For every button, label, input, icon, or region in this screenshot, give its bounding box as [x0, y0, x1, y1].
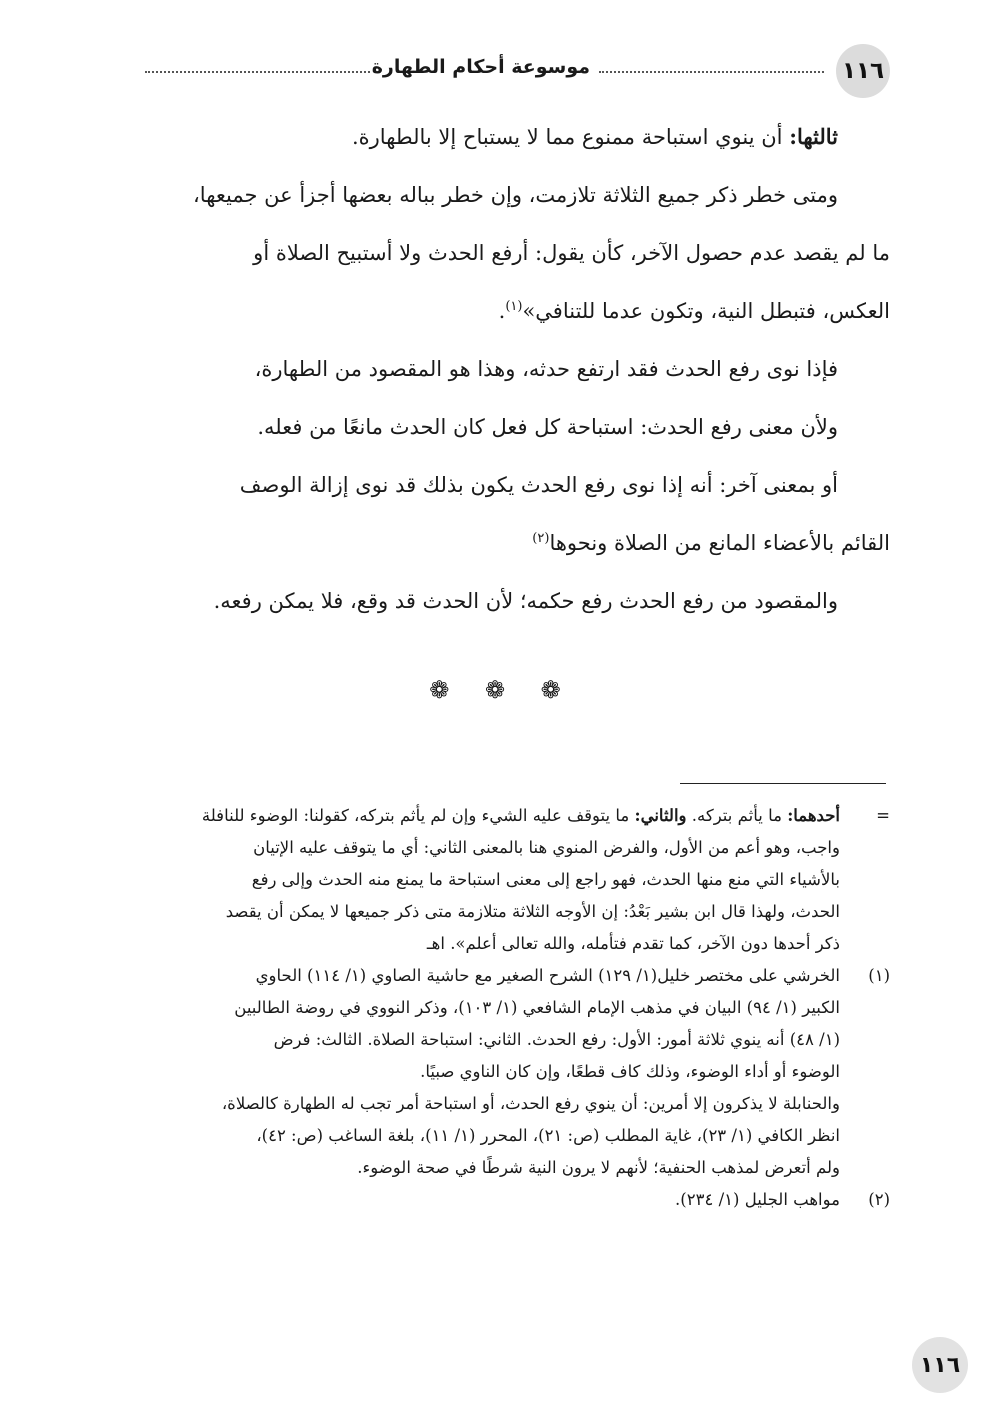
- footnote-2: [145, 1184, 890, 1216]
- header-dotted-leader-right: [599, 71, 824, 73]
- footnote-reference-2[interactable]: (٢): [532, 531, 550, 546]
- footnote-number: (١): [868, 966, 890, 985]
- paragraph-line: ولأن معنى رفع الحدث: استباحة كل فعل كان الحدث مانعًا من فعله.: [257, 415, 838, 439]
- header-book-title: موسوعة أحكام الطهارة: [371, 56, 590, 78]
- paragraph-label: ثالثها:: [789, 124, 838, 149]
- footnote-line: (١/ ٤٨) أنه ينوي ثلاثة أمور: الأول: رفع الحدث. الثاني: استباحة الصلاة. الثالث: فرض: [273, 1030, 840, 1049]
- footnote-line: الوضوء أو أداء الوضوء، وذلك كاف قطعًا، وإن كان الناوي صبيًا.: [420, 1062, 840, 1081]
- paragraph-text: العكس، فتبطل النية، وتكون عدما للتنافي»: [522, 299, 890, 323]
- footnote-separator: [680, 783, 886, 784]
- paragraph-line: والمقصود من رفع الحدث رفع حكمه؛ لأن الحدث قد وقع، فلا يمكن رفعه.: [213, 589, 838, 613]
- footnote-line: الخرشي على مختصر خليل(١/ ١٢٩) الشرح الصغير مع حاشية الصاوي (١/ ١١٤) الحاوي: [255, 966, 840, 985]
- flower-ornament-icon: ❁ ❁ ❁: [429, 676, 575, 704]
- paragraph-line: [145, 514, 890, 572]
- continuation-mark: =: [876, 806, 890, 825]
- paragraph-third-intent: [145, 108, 890, 166]
- paragraph-text: أن ينوي استباحة ممنوع مما لا يستباح إلا بالطهارة.: [351, 125, 790, 149]
- footnote-line: ذكر أحدها دون الآخر، كما تقدم فتأمله، والله تعالى أعلم». اهـ: [426, 934, 840, 953]
- footnote-number: (٢): [868, 1190, 890, 1209]
- footnote-line: واجب، وهو أعم من الأول، والفرض المنوي هنا بالمعنى الثاني: أي ما يتوقف عليه الإتيان: [253, 838, 840, 857]
- footnote-line: انظر الكافي (١/ ٢٣)، غاية المطلب (ص: ٢١)، المحرر (١/ ١١)، بلغة الساغب (ص: ٤٢)،: [256, 1126, 840, 1145]
- footnote-label: أحدهما:: [787, 806, 840, 825]
- footnote-reference-1[interactable]: (١): [505, 299, 523, 314]
- footnote-line: بالأشياء التي منع منها الحدث، فهو راجع إلى معنى استباحة ما يمنع منه الحدث وإلى رفع: [251, 870, 840, 889]
- footnotes: [145, 800, 890, 1216]
- paragraph-line: ومتى خطر ذكر جميع الثلاثة تلازمت، وإن خطر بباله بعضها أجزأ عن جميعها،: [193, 183, 838, 207]
- paragraph-text: القائم بالأعضاء المانع من الصلاة ونحوها: [549, 531, 890, 555]
- footnote-line: [145, 800, 840, 832]
- footnote-text: ما يتوقف عليه الشيء وإن لم يأثم بتركه، كقولنا: الوضوء للنافلة: [201, 806, 635, 825]
- paragraph-line: [145, 282, 890, 340]
- header-page-number: ١١٦: [836, 44, 890, 98]
- footnote-1: [145, 960, 890, 1184]
- paragraph-line: أو بمعنى آخر: أنه إذا نوى رفع الحدث يكون بذلك قد نوى إزالة الوصف: [239, 473, 838, 497]
- footnote-text: ما يأثم بتركه.: [686, 806, 788, 825]
- footnote-line: الحدث، ولهذا قال ابن بشير بَعْدُ: إن الأوجه الثلاثة متلازمة متى ذكر جميعها لا يمكن أن يقصد: [225, 902, 840, 921]
- footnote-line: الكبير (١/ ٩٤) البيان في مذهب الإمام الشافعي (١/ ١٠٣)، وذكر النووي في روضة الطالبين: [234, 998, 840, 1017]
- footnote-line: ولم أتعرض لمذهب الحنفية؛ لأنهم لا يرون النية شرطًا في صحة الوضوء.: [357, 1158, 840, 1177]
- paragraph-text: .: [498, 299, 506, 323]
- footnote-continuation: [145, 800, 890, 960]
- footnote-line: والحنابلة لا يذكرون إلا أمرين: أن ينوي رفع الحدث، أو استباحة أمر تجب له الطهارة كالصلاة،: [221, 1094, 840, 1113]
- paragraph-line: ما لم يقصد عدم حصول الآخر، كأن يقول: أرفع الحدث ولا أستبيح الصلاة أو: [253, 241, 890, 265]
- running-header: [145, 44, 890, 104]
- paragraph-line: فإذا نوى رفع الحدث فقد ارتفع حدثه، وهذا هو المقصود من الطهارة،: [254, 357, 838, 381]
- footnote-label: والثاني:: [634, 806, 687, 825]
- header-dotted-leader-left: [145, 71, 370, 73]
- footnote-line: مواهب الجليل (١/ ٢٣٤).: [675, 1190, 840, 1209]
- footer-page-number: ١١٦: [912, 1337, 968, 1393]
- main-text: [145, 108, 890, 630]
